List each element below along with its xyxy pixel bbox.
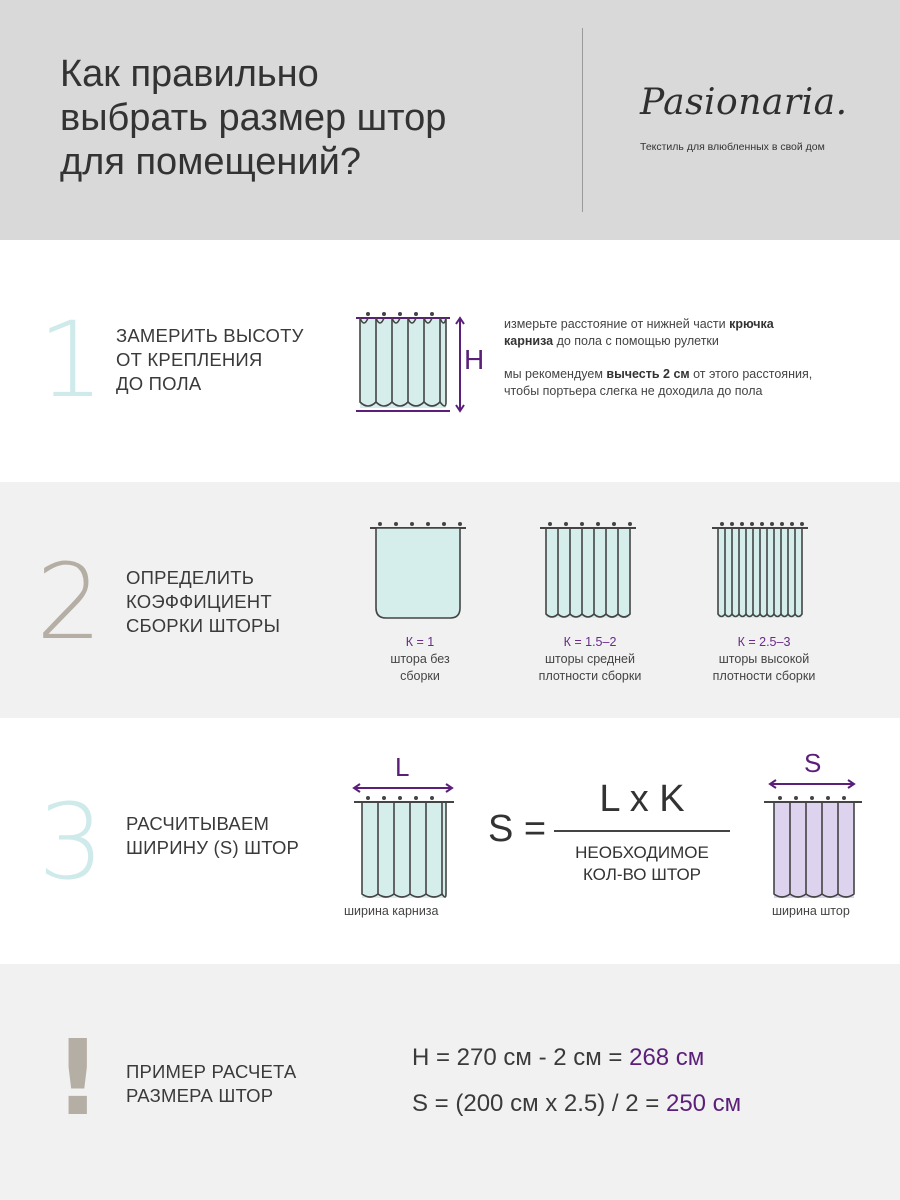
- header-banner: [0, 0, 900, 240]
- step-3-label: [126, 812, 299, 860]
- curtain-k25-icon: [712, 518, 812, 622]
- option-desc: плотности сборки: [712, 669, 816, 683]
- option-desc: шторы высокой: [718, 652, 810, 666]
- calc-text: Н = 270 см - 2 см =: [412, 1044, 630, 1071]
- step-4-label-line: ПРИМЕР РАСЧЕТА: [126, 1061, 297, 1082]
- step-2-label-line: СБОРКИ ШТОРЫ: [126, 615, 281, 636]
- curtain-rod-width-icon: [350, 780, 460, 910]
- step-3-label-line: РАСЧИТЫВАЕМ: [126, 813, 270, 834]
- option-desc: плотности сборки: [538, 669, 642, 683]
- curtain-k1-icon: [370, 518, 470, 622]
- note-text: до пола с помощью рулетки: [553, 334, 719, 348]
- curtain-height-icon: [352, 306, 485, 416]
- step-1-label-line: ДО ПОЛА: [116, 373, 202, 394]
- step-1-note-1: [504, 316, 774, 350]
- step-4-label: [126, 1060, 296, 1108]
- formula-fraction-bar: [554, 830, 730, 832]
- formula-s-equals: S =: [488, 808, 547, 850]
- curtain-width-letter: S: [804, 748, 822, 778]
- step-1-note-2: [504, 366, 812, 400]
- option-k-value: К = 1: [405, 635, 435, 649]
- step-1-section: [0, 240, 900, 482]
- note-line: чтобы портьера слегка не доходила до пола: [504, 384, 763, 398]
- step-1-label: [116, 324, 304, 396]
- note-text: измерьте расстояние от нижней части: [504, 317, 730, 331]
- note-bold: крючка: [729, 317, 774, 331]
- step-3-number: 3: [38, 781, 105, 903]
- option-k-value: К = 2.5–3: [737, 635, 791, 649]
- curtain-width-caption: ширина штор: [772, 904, 850, 918]
- formula-denominator-line: КОЛ-ВО ШТОР: [582, 865, 702, 884]
- exclamation-icon: !: [54, 1017, 102, 1139]
- title-line-1: Как правильно: [60, 53, 319, 95]
- curtain-k15-icon: [540, 518, 640, 622]
- step-3-section: [0, 718, 900, 964]
- note-line: [504, 366, 812, 383]
- option-k25-caption: [679, 634, 849, 685]
- calc-height-line: [412, 1038, 704, 1078]
- step-2-label: [126, 566, 280, 638]
- option-desc: сборки: [400, 669, 440, 683]
- step-2-number: 2: [36, 541, 103, 663]
- calc-width-line: [412, 1084, 741, 1124]
- calc-text: S = (200 см x 2.5) / 2 =: [412, 1090, 666, 1117]
- formula-denominator-line: НЕОБХОДИМОЕ: [575, 843, 709, 862]
- step-1-label-line: ОТ КРЕПЛЕНИЯ: [116, 349, 263, 370]
- calc-result: 250 см: [665, 1090, 742, 1117]
- step-1-label-line: ЗАМЕРИТЬ ВЫСОТУ: [116, 325, 304, 346]
- formula-denominator: [554, 842, 730, 886]
- curtain-width-icon: [762, 780, 872, 910]
- note-line: [504, 333, 774, 350]
- step-1-number: 1: [38, 299, 105, 421]
- step-4-label-line: РАЗМЕРА ШТОР: [126, 1085, 274, 1106]
- brand-logo: Pasionaria.: [640, 82, 848, 123]
- formula-numerator: L x K: [599, 778, 685, 820]
- option-desc: шторы средней: [545, 652, 635, 666]
- step-3-label-line: ШИРИНУ (S) ШТОР: [126, 837, 300, 858]
- title-line-2: выбрать размер штор: [60, 97, 447, 139]
- step-2-label-line: КОЭФФИЦИЕНТ: [126, 591, 272, 612]
- step-4-section: [0, 964, 900, 1200]
- rod-width-letter: L: [395, 752, 410, 782]
- option-k15-caption: [505, 634, 675, 685]
- page-title: [60, 52, 560, 184]
- note-bold: вычесть 2 см: [606, 367, 690, 381]
- step-2-section: [0, 482, 900, 718]
- step-2-label-line: ОПРЕДЕЛИТЬ: [126, 567, 255, 588]
- header-divider: [582, 28, 583, 212]
- note-text: мы рекомендуем: [504, 367, 607, 381]
- option-desc: штора без: [390, 652, 450, 666]
- height-letter: Н: [464, 344, 485, 375]
- option-k1-caption: [335, 634, 505, 685]
- note-text: от этого расстояния,: [689, 367, 813, 381]
- rod-width-caption: ширина карниза: [344, 904, 439, 918]
- title-line-3: для помещений?: [60, 141, 361, 183]
- calc-result: 268 см: [629, 1044, 705, 1071]
- note-bold: карниза: [504, 334, 554, 348]
- note-line: [504, 316, 774, 333]
- option-k-value: К = 1.5–2: [563, 635, 617, 649]
- brand-tagline: Текстиль для влюбленных в свой дом: [640, 141, 825, 153]
